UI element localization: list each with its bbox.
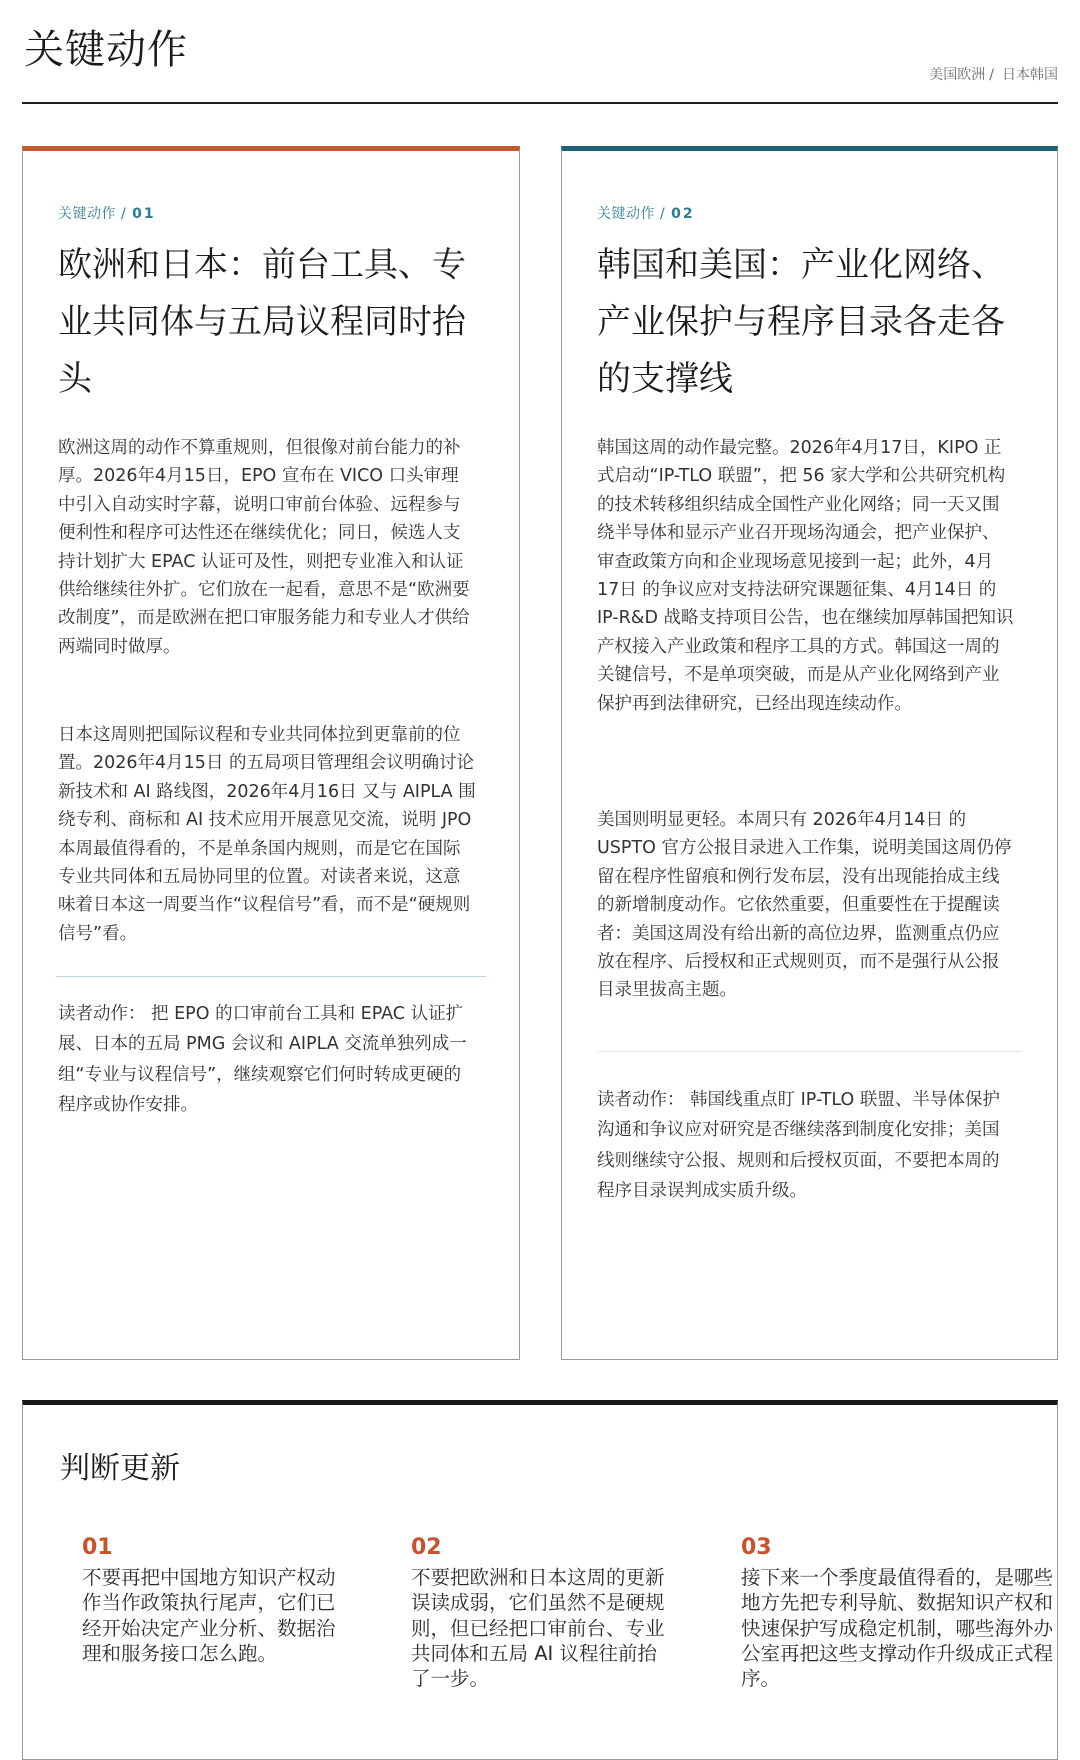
card-eyebrow [597, 203, 695, 223]
reader-action: 读者动作： 把 EPO 的口审前台工具和 EPAC 认证扩展、日本的五局 PMG 会议和 AIPLA 交流单独列成一组“专业与议程信号”，继续观察它们何时转成更硬的程序或协作安排。 [58, 1004, 467, 1115]
card-eyebrow [58, 203, 156, 223]
eyebrow-number: 01 [132, 206, 156, 222]
judgement-text: 不要再把中国地方知识产权动作当作政策执行尾声，它们已经开始决定产业分析、数据治理和服务接口怎么跑。 [82, 1566, 336, 1665]
card-title: 韩国和美国：产业化网络、产业保护与程序目录各走各的支撑线 [597, 245, 1005, 399]
action-card-korea-us [561, 146, 1058, 1360]
judgement-title: 判断更新 [60, 1451, 180, 1486]
breadcrumb-item-japan-korea[interactable]: 日本韩国 [1002, 67, 1058, 83]
action-card-europe-japan [22, 146, 520, 1360]
judgement-number: 01 [82, 1535, 113, 1560]
judgement-item [741, 1535, 1059, 1691]
page-title: 关键动作 [24, 27, 188, 73]
eyebrow-label: 关键动作 [58, 206, 116, 222]
judgement-text: 接下来一个季度最值得看的，是哪些地方先把专利导航、数据知识产权和快速保护写成稳定机制，哪些海外办公室再把这些支撑动作升级成正式程序。 [741, 1566, 1054, 1691]
title-divider [22, 102, 1058, 104]
card-paragraph-japan: 日本这周则把国际议程和专业共同体拉到更靠前的位置。2026年4月15日 的五局项目管理组会议明确讨论新技术和 AI 路线图，2026年4月16日 又与 AIPLA 围绕专利、商标和 AI 技术应用开展意见交流，说明 JPO 本周最值得看的，不是单条国内规则，而是它在国际专业共同体和五局协同里的位置。对读者来说，这意味着日本这一周要当作“议程信号”看，而不是“硬规则信号”看。 [58, 725, 476, 944]
section-divider [597, 1051, 1022, 1052]
judgement-text: 不要把欧洲和日本这周的更新误读成弱，它们虽然不是硬规则，但已经把口审前台、专业共同体和五局 AI 议程往前抬了一步。 [411, 1566, 665, 1691]
judgement-number: 03 [741, 1535, 772, 1560]
breadcrumb-separator: / [989, 67, 994, 83]
reader-action: 读者动作： 韩国线重点盯 IP-TLO 联盟、半导体保护沟通和争议应对研究是否继续落到制度化安排；美国线则继续守公报、规则和后授权页面，不要把本周的程序目录误判成实质升级。 [597, 1090, 1000, 1201]
card-paragraph-korea: 韩国这周的动作最完整。2026年4月17日，KIPO 正式启动“IP-TLO 联盟”，把 56 家大学和公共研究机构的技术转移组织结成全国性产业化网络；同一天又围绕半导体和显示产业召开现场沟通会，把产业保护、审查政策方向和企业现场意见接到一起；此外，4月17日 的争议应对支持法研究课题征集、4月14日 的 IP-R&D 战略支持项目公告，也在继续加厚韩国把知识产权接入产业政策和程序工具的方式。韩国这一周的关键信号，不是单项突破，而是从产业化网络到产业保护再到法律研究，已经出现连续动作。 [597, 438, 1014, 714]
judgement-item [82, 1535, 338, 1666]
eyebrow-separator: / [659, 206, 666, 222]
card-paragraph-us: 美国则明显更轻。本周只有 2026年4月14日 的 USPTO 官方公报目录进入工作集，说明美国这周仍停留在程序性留痕和例行发布层，没有出现能抬成主线的新增制度动作。它依然重要，但重要性在于提醒读者：美国这周没有给出新的高位边界，监测重点仍应放在程序、后授权和正式规则页，而不是强行从公报目录里拔高主题。 [597, 810, 1012, 1001]
card-paragraph-europe: 欧洲这周的动作不算重规则，但很像对前台能力的补厚。2026年4月15日，EPO 宣布在 VICO 口头审理中引入自动实时字幕，说明口审前台体验、远程参与便利性和程序可达性还在继续优化；同日，候选人支持计划扩大 EPAC 认证可及性，则把专业准入和认证供给继续往外扩。它们放在一起看，意思不是“欧洲要改制度”，而是欧洲在把口审服务能力和专业人才供给两端同时做厚。 [58, 438, 470, 657]
judgement-update-panel [22, 1400, 1058, 1760]
eyebrow-label: 关键动作 [597, 206, 655, 222]
eyebrow-number: 02 [671, 206, 695, 222]
breadcrumb [929, 64, 1058, 84]
judgement-item [411, 1535, 667, 1691]
eyebrow-separator: / [120, 206, 127, 222]
card-title: 欧洲和日本：前台工具、专业共同体与五局议程同时抬头 [58, 245, 466, 399]
section-divider [56, 976, 486, 977]
breadcrumb-item-us-europe[interactable]: 美国欧洲 [929, 67, 986, 83]
judgement-number: 02 [411, 1535, 442, 1560]
